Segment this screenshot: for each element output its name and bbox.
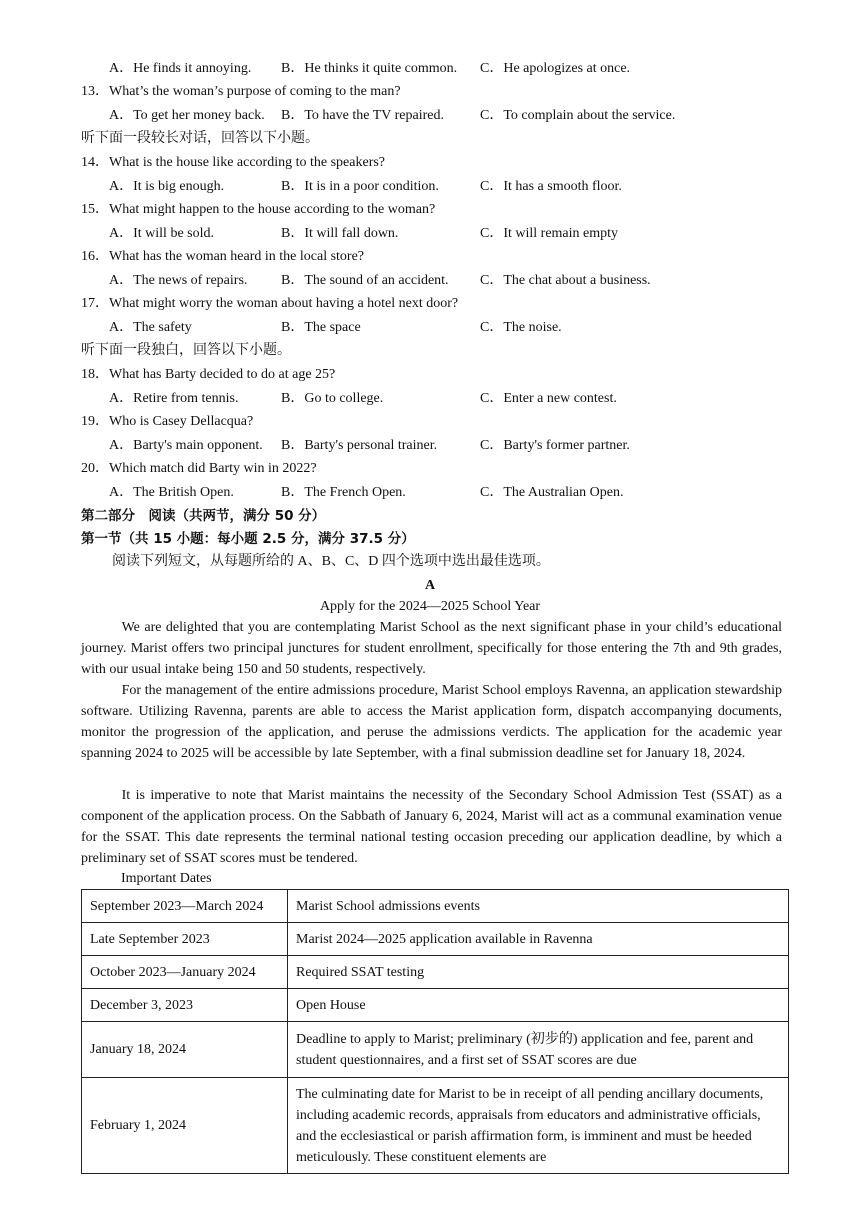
table-row (82, 1022, 789, 1078)
q19-option-a: A．Barty's main opponent. (109, 438, 263, 453)
reading-section-title: 第一节（共 15 小题：每小题 2.5 分，满分 37.5 分） (81, 531, 415, 547)
q18-option-c: C．Enter a new contest. (480, 391, 617, 406)
q19-option-b: B．Barty's personal trainer. (281, 438, 438, 453)
q16-option-a: A．The news of repairs. (109, 273, 248, 288)
date-cell: Late September 2023 (82, 923, 288, 956)
q17-option-c: C．The noise. (480, 320, 562, 335)
q13-option-a: A．To get her money back. (109, 108, 265, 123)
q17-option-a: A．The safety (109, 320, 192, 335)
q12-option-c: C．He apologizes at once. (480, 61, 631, 76)
table-row (82, 1078, 789, 1174)
q13-option-b: B．To have the TV repaired. (281, 108, 444, 123)
q14-option-c: C．It has a smooth floor. (480, 179, 622, 194)
passage-paragraph-1: We are delighted that you are contemplating Marist School as the next significant phase in your child’s educational journey. Marist offers two principal junctures for student enrollment, specifically for those entering the 7th and 9th grades, with our usual intake being 150 and 50 students, respectively. (81, 620, 782, 677)
passage-paragraph-2: For the management of the entire admissions procedure, Marist School employs Ravenna, an application stewardship software. Utilizing Ravenna, parents are able to access the Marist application form, dispatch accompanying documents, monitor the progression of the application, and peruse the admissions verdicts. The application for the academic year spanning 2024 to 2025 will be accessible by late September, with a final submission deadline set for January 18, 2024. (81, 683, 782, 761)
date-cell: October 2023—January 2024 (82, 956, 288, 989)
passage-paragraph-3: It is imperative to note that Marist maintains the necessity of the Secondary School Admission Test (SSAT) as a component of the application process. On the Sabbath of January 6, 2024, Marist will act as a communal examination venue for the SSAT. This date represents the terminal national testing occasion preceding our application deadline, by which a preliminary set of SSAT scores must be tendered. (81, 788, 782, 866)
q18-option-b: B．Go to college. (281, 391, 384, 406)
date-cell: February 1, 2024 (82, 1078, 288, 1174)
q16-option-b: B．The sound of an accident. (281, 273, 449, 288)
q12-option-b: B．He thinks it quite common. (281, 61, 458, 76)
q18-option-a: A．Retire from tennis. (109, 391, 239, 406)
table-row (82, 989, 789, 1022)
q16-stem: 16．What has the woman heard in the local store? (81, 249, 365, 264)
q15-option-b: B．It will fall down. (281, 226, 399, 241)
reading-part-title: 第二部分 阅读（共两节，满分 50 分） (81, 508, 326, 524)
instruction-monologue: 听下面一段独白，回答以下小题。 (81, 343, 291, 358)
q13-stem: 13．What’s the woman’s purpose of coming to the man? (81, 84, 401, 99)
q20-option-c: C．The Australian Open. (480, 485, 624, 500)
reading-instruction: 阅读下列短文，从每题所给的 A、B、C、D 四个选项中选出最佳选项。 (112, 554, 550, 569)
q15-stem: 15．What might happen to the house according to the woman? (81, 202, 436, 217)
date-cell: September 2023—March 2024 (82, 890, 288, 923)
q12-option-a: A．He finds it annoying. (109, 61, 252, 76)
event-cell: Marist 2024—2025 application available in Ravenna (288, 923, 789, 956)
passage-title: Apply for the 2024—2025 School Year (319, 599, 541, 614)
q17-option-b: B．The space (281, 320, 361, 335)
instruction-long-dialogue: 听下面一段较长对话，回答以下小题。 (81, 131, 319, 146)
event-cell: Marist School admissions events (288, 890, 789, 923)
q13-option-c: C．To complain about the service. (480, 108, 676, 123)
table-row (82, 956, 789, 989)
q15-option-c: C．It will remain empty (480, 226, 619, 241)
date-cell: January 18, 2024 (82, 1022, 288, 1078)
q18-stem: 18．What has Barty decided to do at age 25? (81, 367, 336, 382)
event-cell: Deadline to apply to Marist; preliminary (初步的) application and fee, parent and student questionnaires, and a first set of SSAT scores are due (288, 1022, 789, 1078)
table-row (82, 923, 789, 956)
date-cell: December 3, 2023 (82, 989, 288, 1022)
q19-option-c: C．Barty's former partner. (480, 438, 630, 453)
q17-stem: 17．What might worry the woman about having a hotel next door? (81, 296, 459, 311)
table-caption: Important Dates (121, 871, 212, 886)
q20-option-b: B．The French Open. (281, 485, 406, 500)
q16-option-c: C．The chat about a business. (480, 273, 651, 288)
event-cell: Required SSAT testing (288, 956, 789, 989)
table-row (82, 890, 789, 923)
q19-stem: 19．Who is Casey Dellacqua? (81, 414, 254, 429)
event-cell: The culminating date for Marist to be in receipt of all pending ancillary documents, including academic records, appraisals from educators and administrative officials, and the ecclesiastical or parish affirmation form, is imminent and must be heeded meticulously. These constituent elements are (288, 1078, 789, 1174)
q15-option-a: A．It will be sold. (109, 226, 214, 241)
q14-stem: 14．What is the house like according to the speakers? (81, 155, 386, 170)
q20-option-a: A．The British Open. (109, 485, 234, 500)
passage-letter: A (424, 578, 436, 593)
important-dates-table (81, 889, 789, 1174)
q20-stem: 20．Which match did Barty win in 2022? (81, 461, 317, 476)
event-cell: Open House (288, 989, 789, 1022)
q14-option-b: B．It is in a poor condition. (281, 179, 439, 194)
q14-option-a: A．It is big enough. (109, 179, 225, 194)
